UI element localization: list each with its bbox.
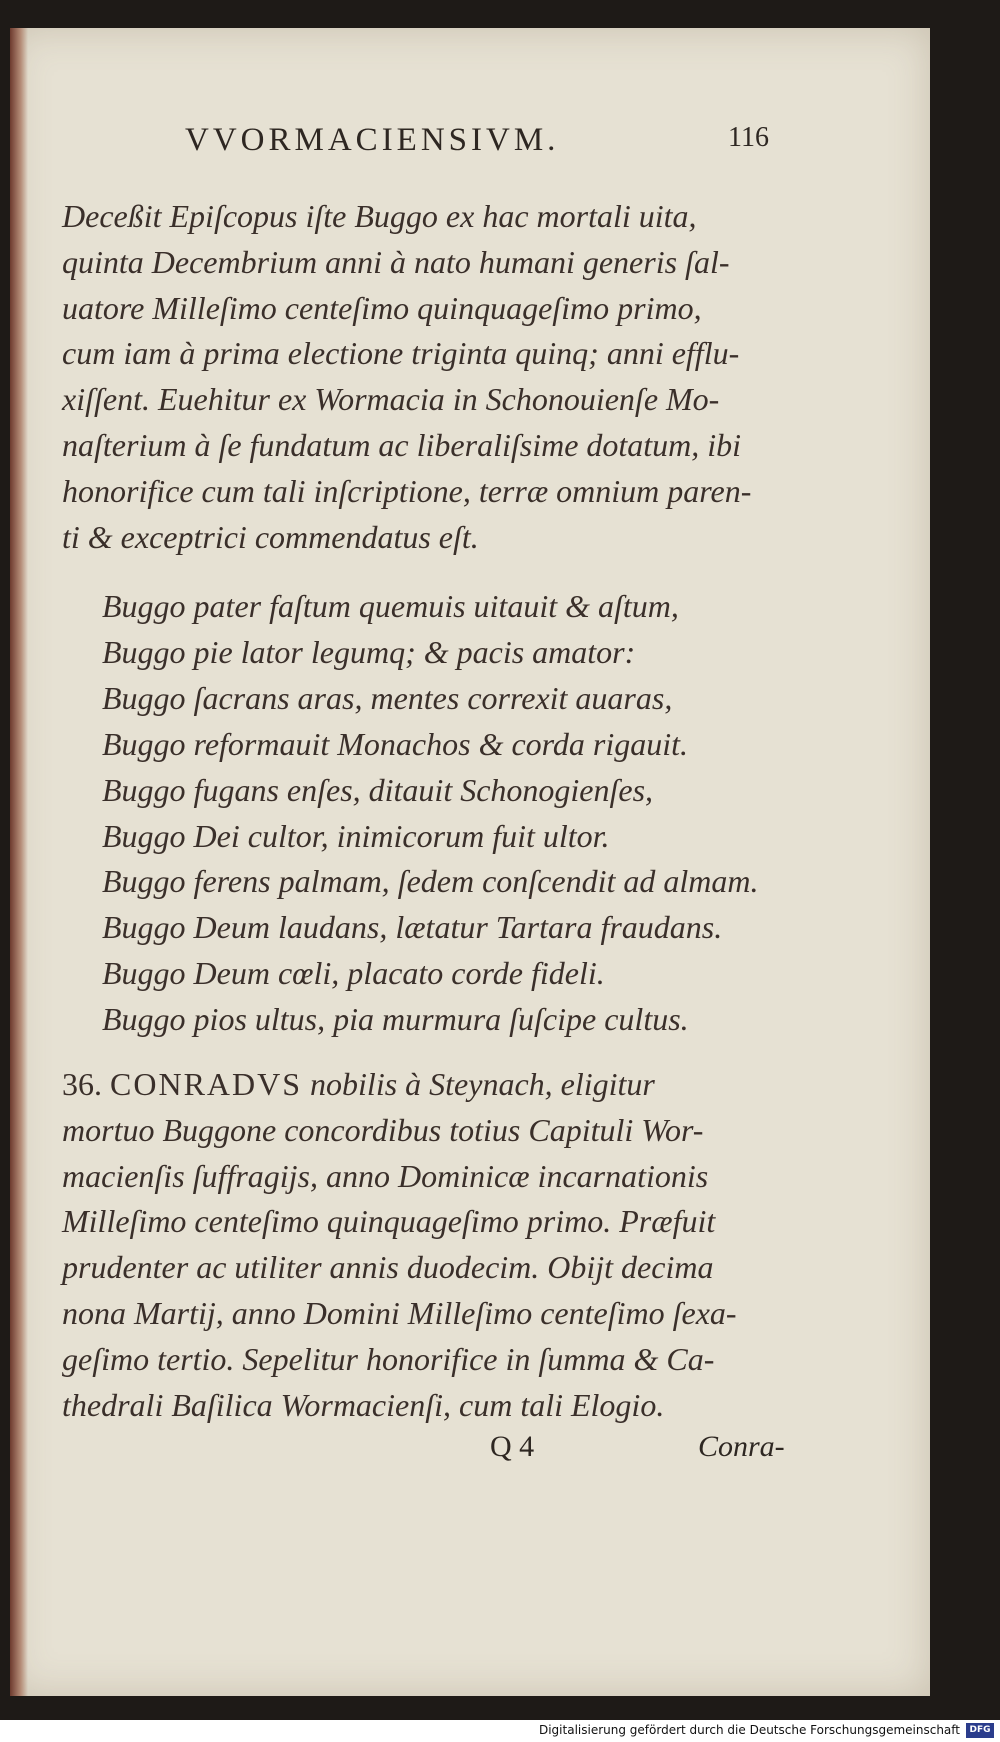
text-line: honorifice cum tali inſcriptione, terræ omnium paren- (62, 472, 752, 509)
text-line: macienſis ſuffragijs, anno Dominicæ incarnationis (62, 1157, 709, 1194)
text-line (62, 1062, 902, 1108)
bishop-name: CONRADVS (110, 1066, 303, 1102)
verse-line: Buggo Deum laudans, lætatur Tartara fraudans. (102, 909, 723, 946)
running-head-title: VVORMACIENSIVM. (185, 122, 560, 158)
folio-number: 116 (728, 122, 769, 153)
text-line: cum iam à prima electione triginta quinq; anni efflu- (62, 335, 740, 372)
prose-paragraph-2 (62, 1062, 902, 1428)
verse-line: Buggo reformauit Monachos & corda rigauit. (102, 725, 689, 762)
verse-line: Buggo ſacrans aras, mentes correxit auaras, (102, 679, 673, 716)
credit-bar (0, 1720, 1000, 1742)
verse-line: Buggo pater faſtum quemuis uitauit & aſtum, (102, 588, 679, 624)
text-line: Deceßit Epiſcopus iſte Buggo ex hac mortali uita, (62, 198, 697, 234)
verse-line: Buggo Dei cultor, inimicorum fuit ultor. (102, 817, 610, 854)
text-line: Milleſimo centeſimo quinquageſimo primo. Præfuit (62, 1203, 716, 1240)
epitaph-verse (102, 584, 902, 1043)
verse-line: Buggo ferens palmam, ſedem conſcendit ad almam. (102, 863, 759, 900)
page-footer (10, 1430, 930, 1470)
verse-line: Buggo pie lator legumq; & pacis amator: (102, 633, 636, 670)
text-line: uatore Milleſimo centeſimo quinquageſimo primo, (62, 289, 702, 326)
text-line: xiſſent. Euehitur ex Wormacia in Schonouienſe Mo- (62, 381, 720, 418)
text-line: prudenter ac utiliter annis duodecim. Obijt decima (62, 1249, 714, 1286)
verse-line: Buggo fugans enſes, ditauit Schonogienſes, (102, 771, 654, 808)
text-line: geſimo tertio. Sepelitur honorifice in ſumma & Ca- (62, 1340, 715, 1377)
running-head (10, 122, 930, 172)
verse-line: Buggo pios ultus, pia murmura ſuſcipe cultus. (102, 1001, 689, 1038)
text-line: thedrali Baſilica Wormacienſi, cum tali Elogio. (62, 1386, 665, 1423)
funding-credit: Digitalisierung gefördert durch die Deutsche Forschungsgemeinschaft (538, 1723, 960, 1737)
text-line-rest: nobilis à Steynach, eligitur (310, 1066, 655, 1102)
entry-number: 36. (62, 1066, 102, 1102)
dfg-logo-icon: DFG (966, 1723, 994, 1738)
text-line: quinta Decembrium anni à nato humani generis ſal- (62, 243, 730, 280)
text-line: mortuo Buggone concordibus totius Capituli Wor- (62, 1111, 704, 1148)
text-line: ti & exceptrici commendatus eſt. (62, 518, 479, 555)
text-line: naſterium à ſe fundatum ac liberaliſsime dotatum, ibi (62, 426, 742, 463)
catchword: Conra- (698, 1430, 785, 1463)
signature-mark: Q 4 (490, 1430, 535, 1463)
book-page (10, 28, 930, 1696)
prose-paragraph-1 (62, 194, 902, 560)
text-line: nona Martij, anno Domini Milleſimo centeſimo ſexa- (62, 1294, 737, 1331)
verse-line: Buggo Deum cœli, placato corde fideli. (102, 955, 605, 992)
